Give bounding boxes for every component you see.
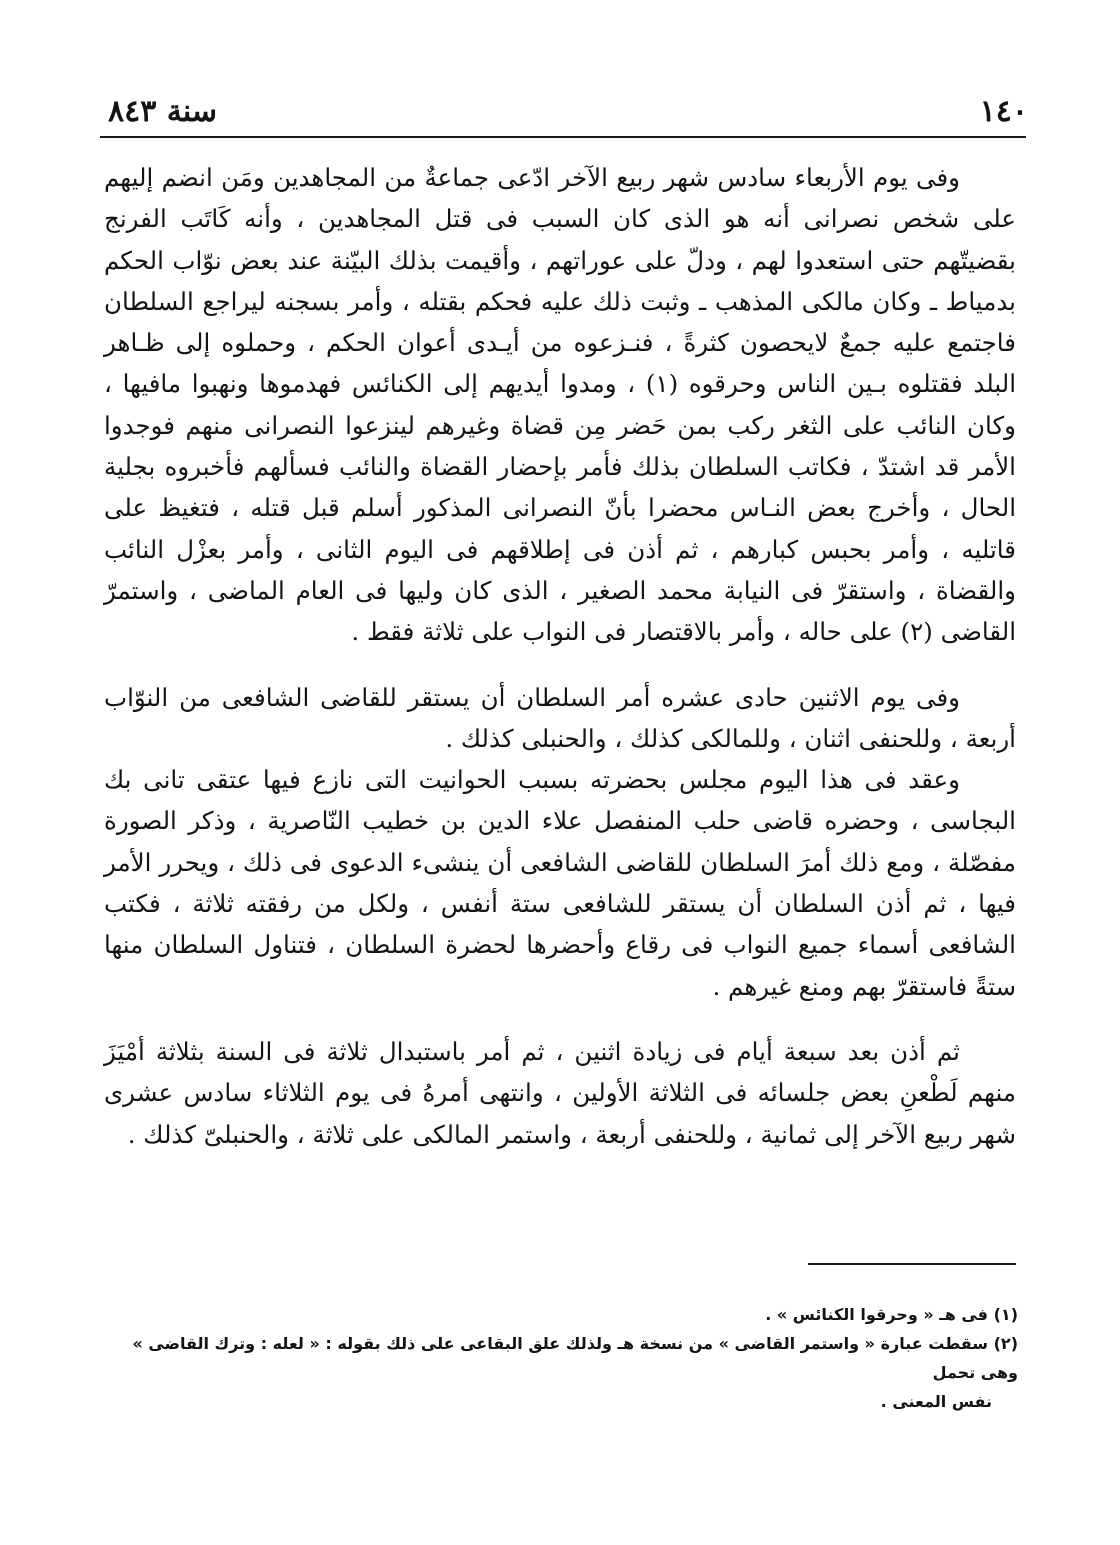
page-header bbox=[108, 92, 1028, 136]
main-text bbox=[104, 157, 1016, 1155]
header-divider bbox=[100, 136, 1026, 138]
footnote-2: (٢) سقطت عبارة « واستمر القاضى » من نسخة هـ ولذلك علق البقاعى على ذلك بقوله : « لعله : وترك القاضى » وهى تحمل bbox=[132, 1334, 1018, 1382]
footnote-2-continuation: نفس المعنى . bbox=[880, 1392, 992, 1411]
paragraph-council-session: وعقد فى هذا اليوم مجلس بحضرته بسبب الحوانيت التى نازع فيها عتقى تانى بك البجاسى ، وحضره قاضى حلب المنفصل علاء الدين بن خطيب النّاصرية ، وذكر الصورة مفصّلة ، ومع ذلك أمرَ السلطان للقاضى الشافعى أن ينشىء الدعوى فى ذلك ، ويحرر الأمر فيها ، ثم أذن السلطان أن يستقر للشافعى ستة أنفس ، ولكل من رفقته ثلاثة ، فكتب الشافعى أسماء جميع النواب فى رقاع وأحضرها لحضرة السلطان ، فتناول السلطان منها ستةً فاستقرّ بهم ومنع غيرهم . bbox=[104, 765, 1016, 1001]
paragraph-damietta-incident: وفى يوم الأربعاء سادس شهر ربيع الآخر ادّعى جماعةٌ من المجاهدين ومَن انضم إليهم على شخص نصرانى أنه هو الذى كان السبب فى قتل المجاهدين ، وأنه كَاتَب الفرنج بقضيتّهم حتى استعدوا لهم ، ودلّ على عوراتهم ، وأقيمت بذلك البيّنة عند بعض نوّاب الحكم بدمياط ـ وكان مالكى المذهب ـ وثبت ذلك عليه فحكم بقتله ، وأمر بسجنه ليراجع السلطان فاجتمع عليه جمعٌ لايحصون كثرةً ، فنـزعوه من أيـدى أعوان الحكم ، وحملوه إلى ظـاهر البلد فقتلوه بـين الناس وحرقوه (١) ، ومدوا أيديهم إلى الكنائس فهدموها ونهبوا مافيها ، وكان النائب على الثغر ركب بمن حَضر مِن قضاة وغيرهم لينزعوا النصرانى منهم فوجدوا الأمر قد اشتدّ ، فكاتب السلطان بذلك فأمر بإحضار القضاة والنائب فسألهم فأخبروه بجلية الحال ، وأخرج بعض النـاس محضرا بأنّ النصرانى المذكور أسلم قبل قتله ، فتغيظ على قاتليه ، وأمر بحبس كبارهم ، ثم أذن فى إطلاقهم فى اليوم الثانى ، وأمر بعزْل النائب والقضاة ، واستقرّ فى النيابة محمد الصغير ، الذى كان وليها فى العام الماضى ، واستمرّ القاضى (٢) على حاله ، وأمر بالاقتصار فى النواب على ثلاثة فقط . bbox=[104, 163, 1016, 647]
footnote-divider bbox=[808, 1263, 1016, 1265]
footnote-1: (١) فى هـ « وحرقوا الكنائس » . bbox=[765, 1305, 1018, 1324]
footnotes bbox=[104, 1300, 1018, 1416]
page-number: ١٤٠ bbox=[979, 94, 1028, 129]
paragraph-deputies-count: وفى يوم الاثنين حادى عشره أمر السلطان أن يستقر للقاضى الشافعى من النوّاب أربعة ، وللحنفى اثنان ، وللمالكى كذلك ، والحنبلى كذلك . bbox=[104, 682, 1016, 753]
running-head-year: سنة ٨٤٣ bbox=[108, 94, 218, 129]
paragraph-additional-deputies: ثم أذن بعد سبعة أيام فى زيادة اثنين ، ثم أمر باستبدال ثلاثة فى السنة بثلاثة أمْيَزَ منهم لَطْعنِ بعض جلسائه فى الثلاثة الأولين ، وانتهى أمرهُ فى يوم الثلاثاء سادس عشرى شهر ربيع الآخر إلى ثمانية ، وللحنفى أربعة ، واستمر المالكى على ثلاثة ، والحنبلىّ كذلك . bbox=[104, 1036, 1016, 1149]
